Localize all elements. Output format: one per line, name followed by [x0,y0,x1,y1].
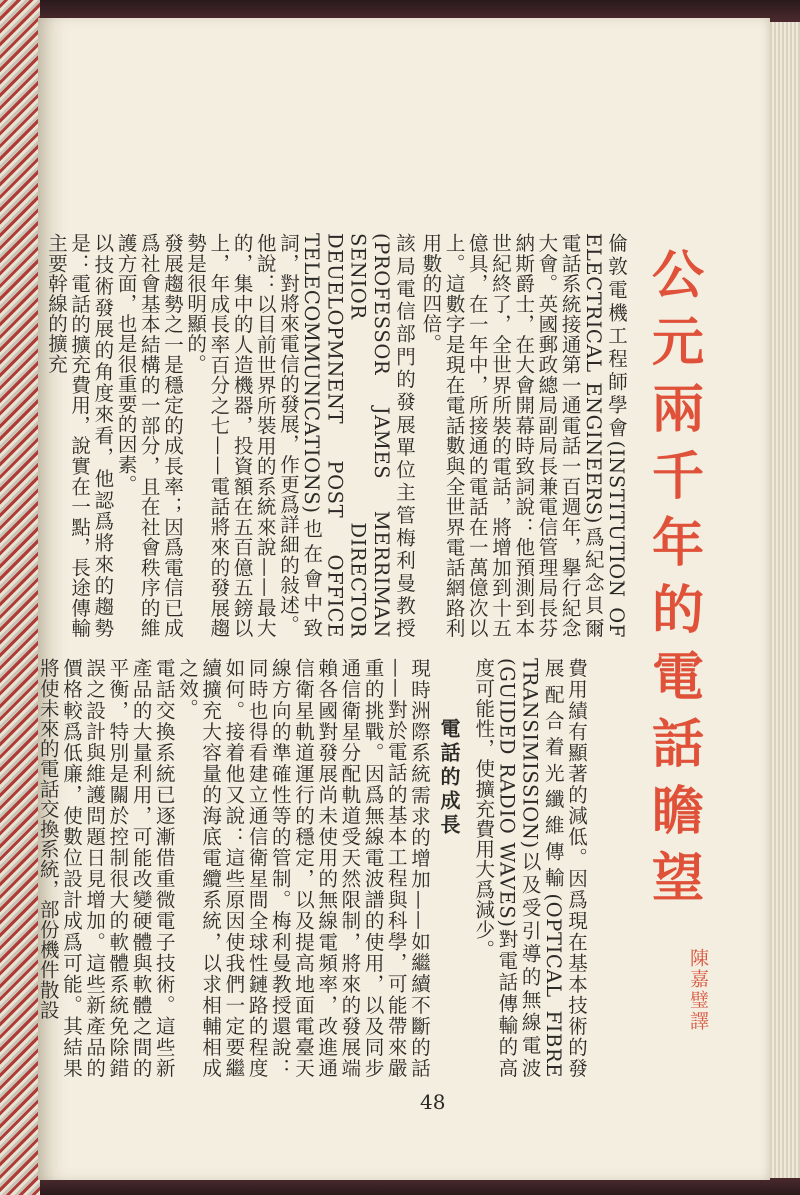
title-char: 的 [651,581,704,641]
text-block-upper-left [44,233,416,638]
article-author: 陳嘉璧譯 [687,948,709,1032]
title-char: 電 [651,648,704,708]
book-page [38,18,770,1180]
text-block-lower-left [36,658,431,1078]
text-block-lower-right [472,658,588,1078]
paragraph: 現時洲際系統需求的增加——如繼續不斷的話——對於電話的基本工程與科學，可能帶來嚴重的挑戰。因爲無線電波譜的使用，以及同步通信衛星分配軌道受天然限制，將來的發展端賴各國對發展尚未使用的無線電頻率，改進通信衛星軌道運行的穩定，以及提高地面電臺天線方向的準確性等的管制。梅利曼教授還說：同時也得看建立通信衛星間全球性鏈路的程度如何。接着他又說：這些原因使我們一定要繼續擴充大容量的海底電纜系統，以求相輔相成之效。 [175,658,431,1078]
book-cover-bottom [40,1178,800,1195]
title-char: 年 [651,514,704,574]
paragraph: 費用績有顯著的減低。因爲現在基本技術的發展配合着光纖維傳輸(OPTICAL FIBRE TRANSIMISSION)以及受引導的無線電波(GUIDED RADIO WAVES)對電話傳輸的高度可能性，使擴充費用大爲減少。 [472,658,588,1078]
article-title [638,246,718,916]
title-char: 元 [651,313,704,373]
title-char: 望 [651,849,704,909]
page-number: 48 [420,1090,446,1114]
text-block-upper [418,233,628,638]
paragraph: 他說：以目前世界所裝用的系統來說——最大的，集中的人造機器，投資額在五百億五鎊以上，年成長率百分之七——電話將來的發展趨勢是很明顯的。 [184,233,277,638]
book-spine-edge [0,0,40,1195]
title-char: 話 [651,715,704,775]
section-heading: 電話的成長 [437,718,461,838]
title-char: 兩 [651,380,704,440]
paragraph: 該局電信部門的發展單位主管梅利曼教授(PROFESSOR JAMES MERRIMAN SENIOR DIRECTOR DEUELOPMNENT POST OFFICE TELECOMMUNICATIONS)也在會中致詞，對將來電信的發展，作更爲詳細的敍述。 [276,233,416,638]
paragraph: 電話交換系統已逐漸借重微電子技術。這些新產品的大量利用，可能改變硬體與軟體之間的平衡，特別是關於控制很大的軟體系統免除錯誤之設計與維護問題日見增加。這些新產品的價格較爲低廉，使數位設計成爲可能。其結果將使未來的電話交換系統，部份機件散設 [36,658,176,1078]
paragraph: 發展趨勢之一是穩定的成長率；因爲電信已成爲社會基本結構的一部分，且在社會秩序的維護方面，也是很重要的因素。 [114,233,184,638]
title-char: 千 [651,447,704,507]
title-char: 公 [651,246,704,306]
paragraph: 倫敦電機工程師學會(INSTITUTION OF ELECTRICAL ENGINEERS)爲紀念貝爾電話系統接通第一通電話一百週年，擧行紀念大會。英國郵政總局副局長兼電信管理局長芬納斯爵士，在大會開幕時致詞說：他預測到本世紀終了，全世界所裝的電話，將增加到十五億具，在一年中，所接通的電話在一萬億次以上。這數字是現在電話數與全世界電話網路利用數的四倍。 [419,233,628,638]
paragraph: 以技術發展的角度來看，他認爲將來的趨勢是：電話的擴充費用，說實在一點，長途傳輸主要幹線的擴充 [44,233,115,638]
title-char: 瞻 [651,782,704,842]
